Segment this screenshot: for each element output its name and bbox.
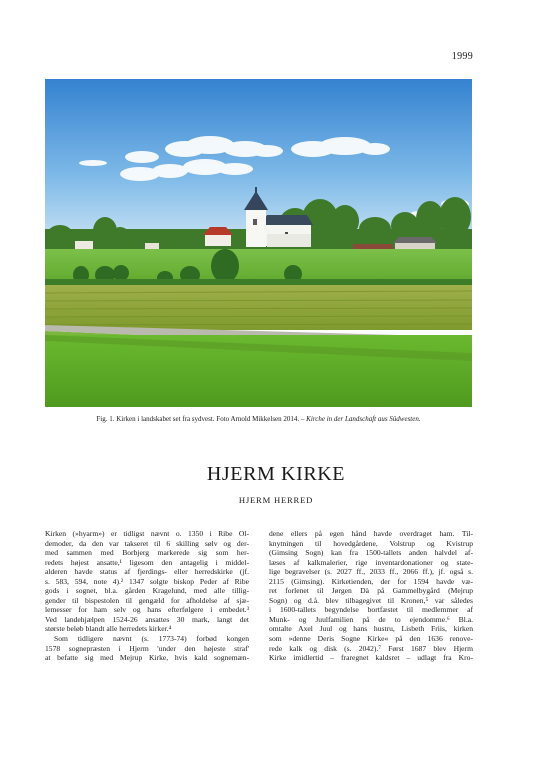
text-line: som »denne Deris Sogne Kirke« på den 1636 renove-	[269, 634, 473, 644]
text-line: alderen havde status af fjerdings- eller herredskirke (jf.	[45, 567, 249, 577]
text-line: i 1600-tallets begyndelse bortfæstet til medlemmer af	[269, 605, 473, 615]
text-line: Kirke imidlertid – fraregnet kaldsret – udlagt fra Kro-	[269, 653, 473, 663]
text-line: ret forlenet til Jørgen Dà på Gammelbygård (Mejrup	[269, 586, 473, 596]
figure-caption	[45, 415, 472, 424]
text-line: omtalte Axel Juul og hans hustru, Lisbeth Friis, kirken	[269, 624, 473, 634]
church-title: HJERM KIRKE	[206, 463, 346, 485]
text-line: med sammen med Borbjerg markerede sig som her-	[45, 548, 249, 558]
district-subtitle: HJERM HERRED	[238, 495, 314, 505]
text-line: Ved landehjælpen 1524-26 ansattes 30 mark, langt det	[45, 614, 249, 624]
text-line: lemesser for ham selv og hans efterfølgere i embedet.³	[45, 605, 249, 615]
text-line: s. 583, 594, note 4).² 1347 solgte biskop Peder af Ribe	[45, 576, 249, 586]
page-number: 1999	[451, 51, 473, 62]
church-landscape-photo	[45, 79, 472, 407]
body-column-right	[269, 529, 473, 663]
text-line: Munk- og Juulfamilien på de to ejendomme.⁶ Bl.a.	[269, 614, 473, 624]
text-line: gender til bispestolen til gengæld for afholdelse af sjæ-	[45, 595, 249, 605]
text-line: dene ellers på egen hånd havde overdraget ham. Til-	[269, 529, 473, 538]
photo-illustration	[45, 79, 472, 407]
text-line: knytningen til hovedgårdene, Volstrup og Kvistrup	[269, 538, 473, 548]
text-line: Som tidligere nævnt (s. 1773-74) forbød kongen	[54, 634, 249, 644]
text-line: læses af kalkmalerier, rige inventardonationer og state-	[269, 557, 473, 567]
text-line: Sogn) og d.å. blev tilbagegivet til Kronen,⁵ var således	[269, 595, 473, 605]
text-line: rede kalk og disk (s. 2042).⁷ Først 1687 blev Hjerm	[269, 643, 473, 653]
text-line: lige begravelser (s. 2027 ff., 2033 ff., 2066 ff.), jf. også s.	[269, 567, 473, 577]
body-column-left	[45, 529, 249, 663]
text-line: gods i sognet, bl.a. gården Kragelund, med alle tillig-	[45, 586, 249, 596]
caption-german: Kirche in der Landschaft aus Südwesten.	[306, 415, 421, 423]
text-line: 1578 sognepræsten i Hjerm 'under den højeste straf'	[45, 643, 249, 653]
text-line: redets højest ansatte,¹ ligesom den antagelig i middel-	[45, 557, 249, 567]
text-line: største beløb blandt alle herredets kirker.⁴	[45, 624, 172, 634]
text-line: demoder, da den var takseret til 6 skilling sølv og der-	[45, 538, 249, 548]
text-line: at befatte sig med Mejrup Kirke, hvis kald sognemæn-	[45, 653, 249, 663]
text-line: Kirken (»hyarm») er tidligst nævnt o. 1350 i Ribe Ol-	[45, 529, 249, 538]
text-line: 2115 (Gimsing). Kirketienden, der for 1594 havde væ-	[269, 576, 473, 586]
text-line: (Gimsing Sogn) kan fra 1500-tallets anden halvdel af-	[269, 548, 473, 558]
caption-danish: Fig. 1. Kirken i landskabet set fra sydvest. Foto Arnold Mikkelsen 2014. –	[96, 415, 307, 423]
